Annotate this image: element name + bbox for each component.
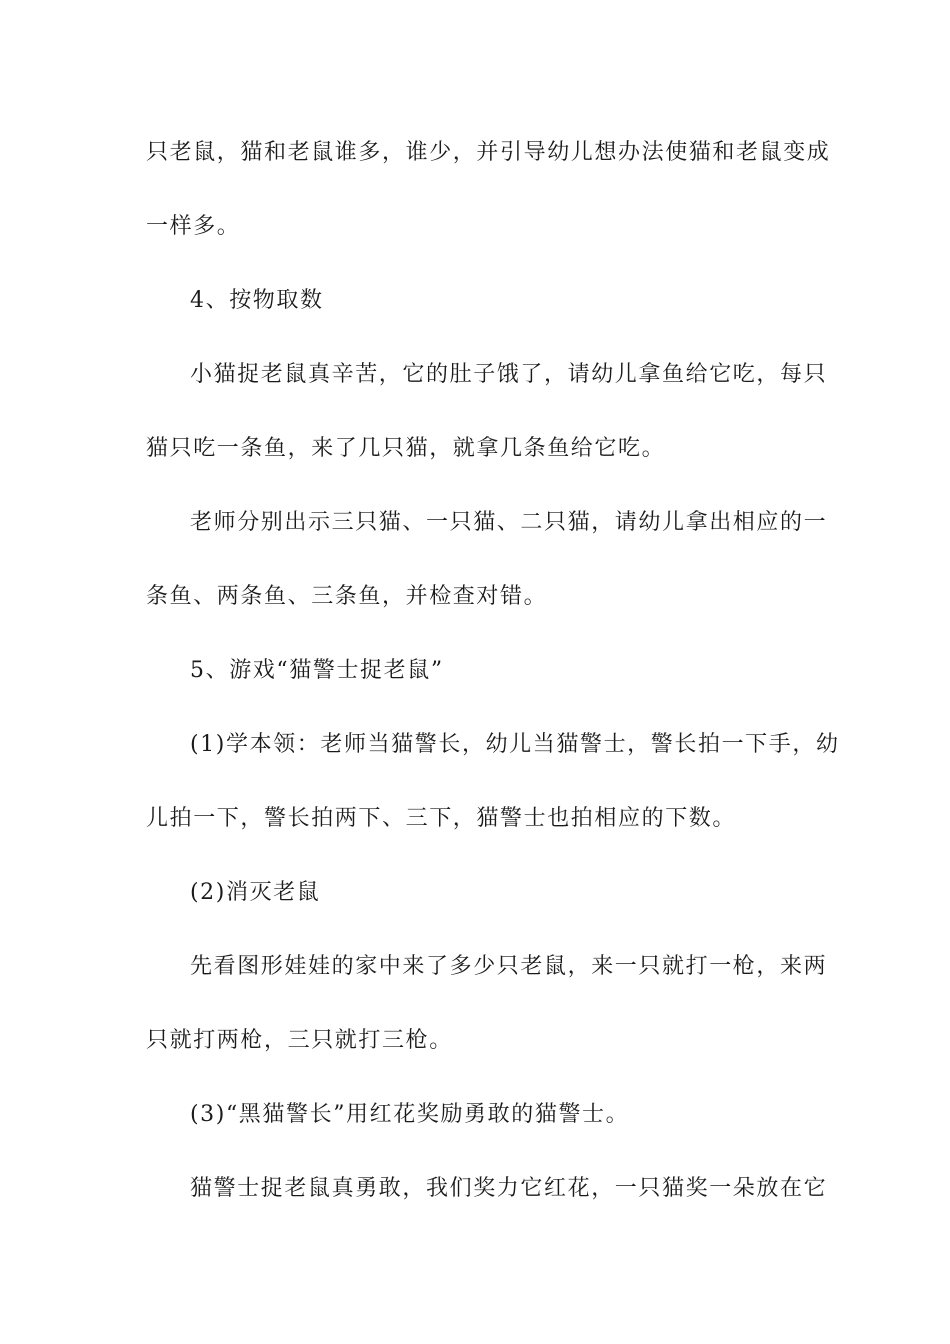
text-line: 小猫捉老鼠真辛苦，它的肚子饿了，请幼儿拿鱼给它吃，每只 bbox=[190, 362, 828, 387]
text-line: (1)学本领：老师当猫警长，幼儿当猫警士，警长拍一下手，幼 bbox=[190, 732, 840, 757]
text-line: 只老鼠，猫和老鼠谁多，谁少，并引导幼儿想办法使猫和老鼠变成 bbox=[146, 140, 831, 165]
text-line: 一样多。 bbox=[146, 214, 241, 239]
subsection-heading: (3)“黑猫警长”用红花奖励勇敢的猫警士。 bbox=[190, 1102, 630, 1127]
text-line: 老师分别出示三只猫、一只猫、二只猫，请幼儿拿出相应的一 bbox=[190, 510, 828, 535]
text-line: 猫只吃一条鱼，来了几只猫，就拿几条鱼给它吃。 bbox=[146, 436, 666, 461]
text-line: 儿拍一下，警长拍两下、三下，猫警士也拍相应的下数。 bbox=[146, 806, 737, 831]
text-line: 条鱼、两条鱼、三条鱼，并检查对错。 bbox=[146, 584, 548, 609]
text-line: 猫警士捉老鼠真勇敢，我们奖力它红花，一只猫奖一朵放在它 bbox=[190, 1176, 828, 1201]
text-line: 先看图形娃娃的家中来了多少只老鼠，来一只就打一枪，来两 bbox=[190, 954, 828, 979]
text-line: 只就打两枪，三只就打三枪。 bbox=[146, 1028, 453, 1053]
section-heading: 5、游戏“猫警士捉老鼠” bbox=[190, 658, 444, 683]
subsection-heading: (2)消灭老鼠 bbox=[190, 880, 321, 905]
section-heading: 4、按物取数 bbox=[190, 288, 324, 313]
